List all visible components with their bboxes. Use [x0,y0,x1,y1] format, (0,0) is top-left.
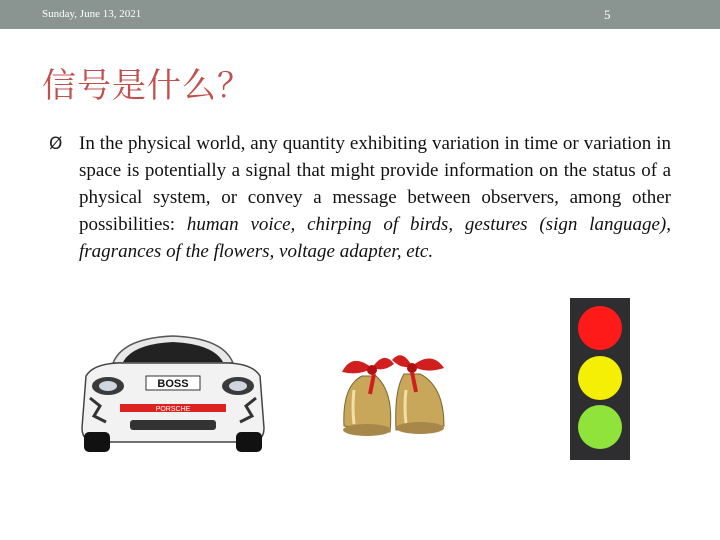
header-bar [0,0,720,29]
bullet-text [79,130,671,265]
slide-page-number: 5 [604,7,611,22]
bullet-arrow-icon: Ø [49,134,63,154]
red-light [578,306,622,350]
green-light [578,405,622,449]
slide-date: Sunday, June 13, 2021 [42,8,142,20]
bullet-text-examples: human voice, chirping of birds, gestures (sign language), fragrances of the flowers, voltage adapter, etc. [79,214,671,262]
bullet-text-plain: In the physical world, any quantity exhibiting variation in time or variation in space is potentially a signal that might provide information on the status of a physical system, or convey a message between observers, among other possibilities: [79,133,671,235]
yellow-light [578,356,622,400]
car-badge-boss: BOSS [157,378,189,390]
race-car-image [78,328,268,458]
car-badge-porsche: PORSCHE [155,406,191,413]
slide-title: 信号是什么？ [42,66,252,106]
bells-image [332,346,456,442]
traffic-light-image [570,298,630,460]
